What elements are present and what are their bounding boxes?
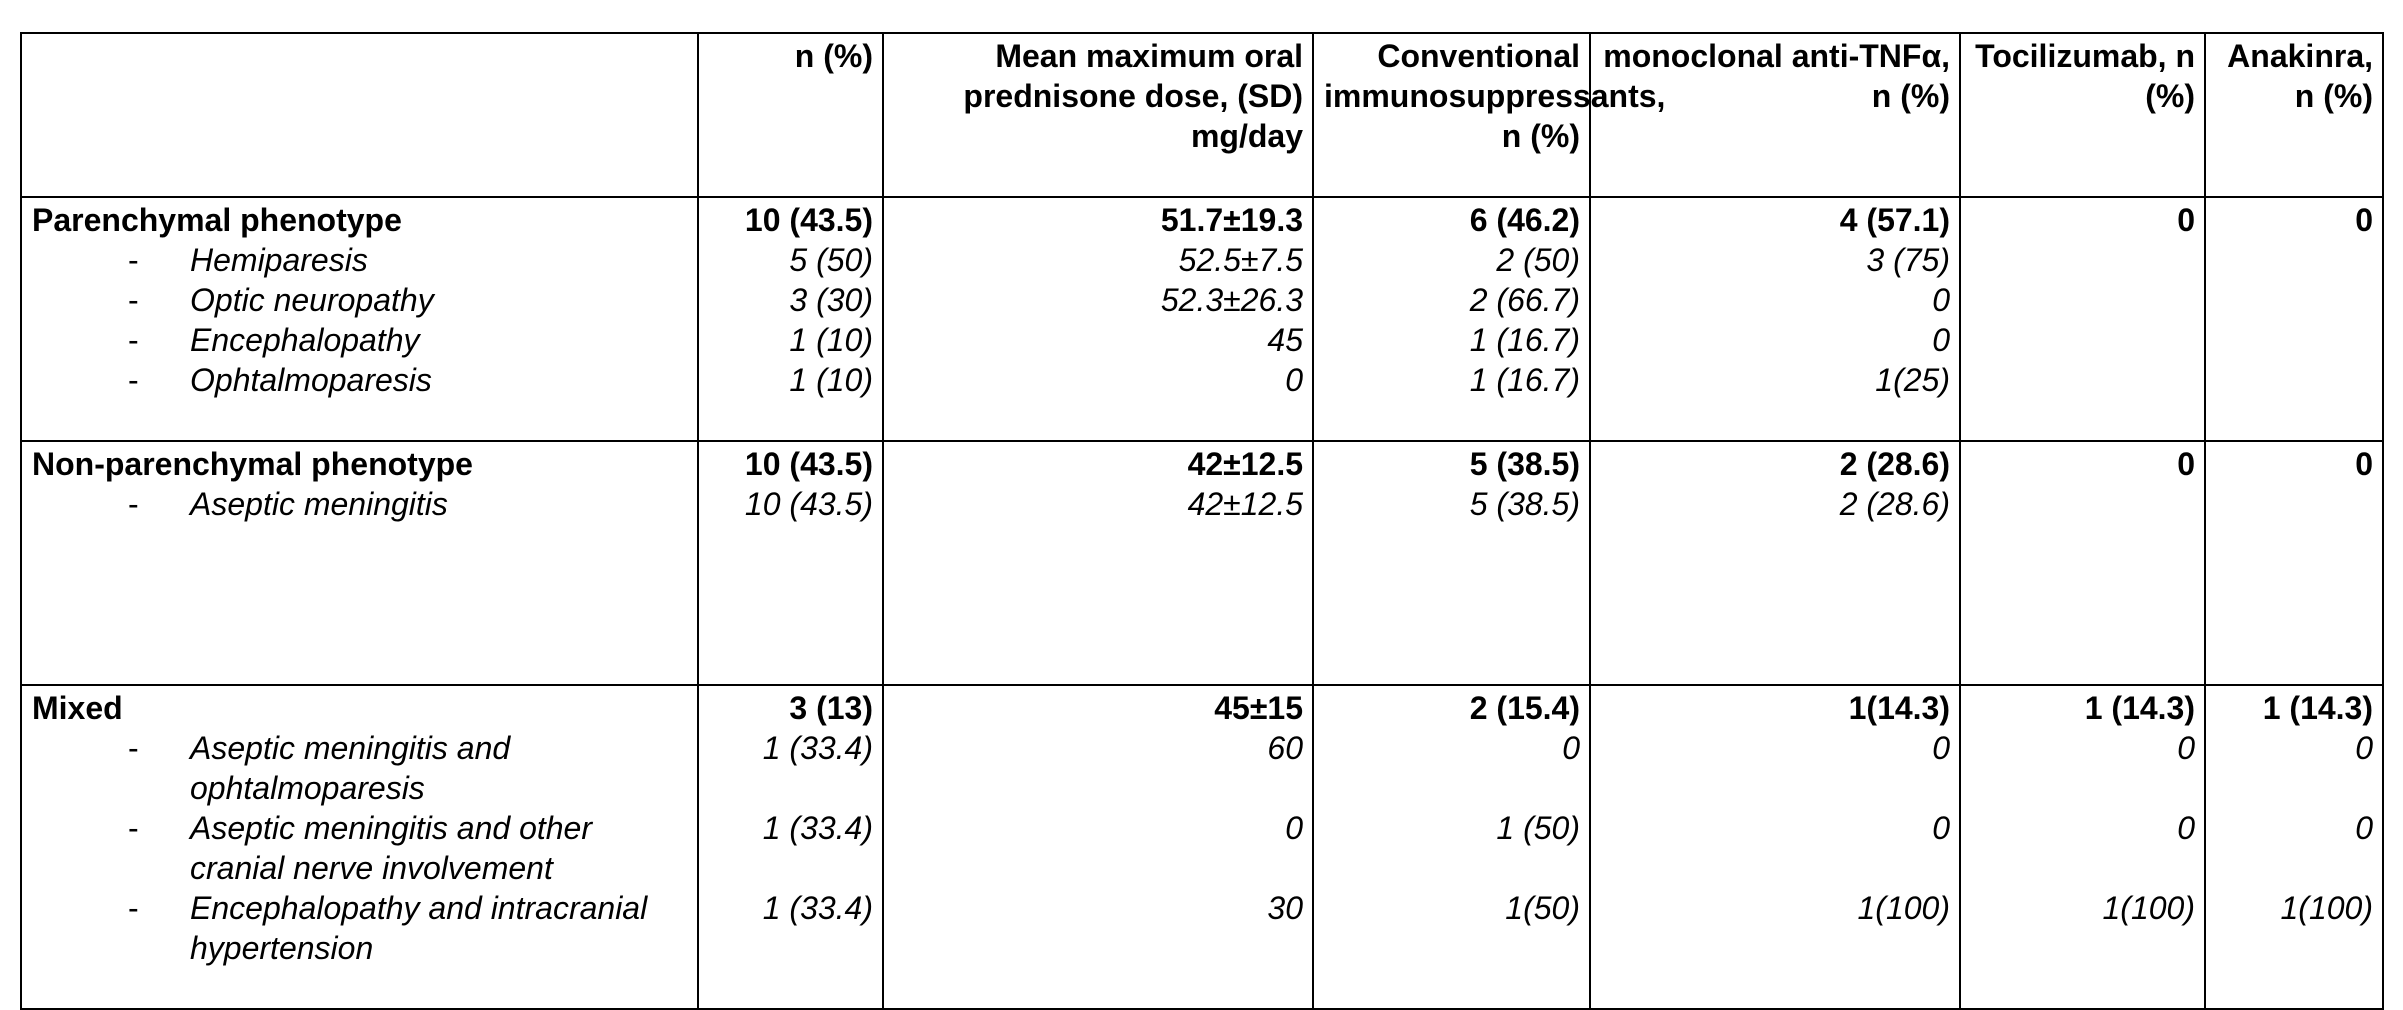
subgroup-label-text: Encephalopathy: [190, 322, 420, 358]
subgroup-value: 1 (16.7): [1469, 322, 1580, 358]
subgroup-value: 5 (50): [789, 242, 873, 278]
group-value: 42±12.5: [1187, 446, 1303, 482]
subgroup-label: [32, 280, 688, 320]
subgroup-label-text: Aseptic meningitis and ophtalmoparesis: [190, 730, 511, 806]
group-value: 0: [2355, 446, 2373, 482]
header-tocilizumab: Tocilizumab, n (%): [1960, 33, 2205, 197]
group-value: 0: [2355, 202, 2373, 238]
header-n-percent: n (%): [698, 33, 883, 197]
subgroup-value: 30: [1267, 890, 1303, 926]
bullet-dash: -: [128, 810, 139, 846]
subgroup-label-text: Aseptic meningitis and other cranial nerve involvement: [190, 810, 592, 886]
subgroup-value: 0: [2355, 810, 2373, 846]
cell-conventional: [1313, 685, 1590, 1009]
subgroup-value: 1 (33.4): [762, 810, 873, 846]
header-row: [21, 33, 2383, 197]
subgroup-value: [1971, 360, 2195, 400]
subgroup-value: [1971, 320, 2195, 360]
header-monoclonal-anti-tnf: monoclonal anti-TNFα, n (%): [1590, 33, 1960, 197]
group-row: [21, 197, 2383, 441]
subgroup-value: 0: [1932, 322, 1950, 358]
subgroup-value: 0: [1932, 810, 1950, 846]
cell-tocilizumab: [1960, 197, 2205, 441]
subgroup-value: 1(100): [2102, 890, 2195, 926]
subgroup-value: 0: [1932, 282, 1950, 318]
subgroup-value: 10 (43.5): [744, 486, 873, 522]
subgroup-label: [32, 484, 688, 524]
subgroup-value: [1971, 240, 2195, 280]
group-title: Non-parenchymal phenotype: [32, 446, 473, 482]
cell-tocilizumab: [1960, 441, 2205, 685]
subgroup-value: 52.5±7.5: [1178, 242, 1303, 278]
subgroup-label: [32, 240, 688, 280]
subgroup-value: 2 (66.7): [1469, 282, 1580, 318]
subgroup-value: 2 (28.6): [1839, 486, 1950, 522]
group-value: 45±15: [1214, 690, 1303, 726]
subgroup-value: 0: [1562, 730, 1580, 766]
bullet-dash: -: [128, 362, 139, 398]
cell-conventional: [1313, 441, 1590, 685]
group-value: 10 (43.5): [744, 446, 873, 482]
subgroup-value: [2216, 280, 2373, 320]
cell-conventional: [1313, 197, 1590, 441]
group-title: Mixed: [32, 690, 123, 726]
subgroup-value: 0: [2177, 730, 2195, 766]
bullet-dash: -: [128, 322, 139, 358]
cell-tocilizumab: [1960, 685, 2205, 1009]
group-title: Parenchymal phenotype: [32, 202, 402, 238]
subgroup-value: 52.3±26.3: [1160, 282, 1303, 318]
cell-anti-tnf: [1590, 441, 1960, 685]
subgroup-value: 1 (16.7): [1469, 362, 1580, 398]
subgroup-value: 1(100): [2280, 890, 2373, 926]
subgroup-value: [2216, 240, 2373, 280]
subgroup-value: [2216, 360, 2373, 400]
group-value: 0: [2177, 446, 2195, 482]
group-value: 5 (38.5): [1469, 446, 1580, 482]
bullet-dash: -: [128, 486, 139, 522]
subgroup-value: [1971, 280, 2195, 320]
group-value: 10 (43.5): [744, 202, 873, 238]
subgroup-value: 0: [2177, 810, 2195, 846]
cell-prednisone-dose: [883, 441, 1313, 685]
subgroup-value: 3 (75): [1866, 242, 1950, 278]
subgroup-label-text: Optic neuropathy: [190, 282, 434, 318]
subgroup-value: 2 (50): [1496, 242, 1580, 278]
cell-n-percent: [698, 197, 883, 441]
subgroup-label: [32, 728, 688, 808]
subgroup-value: 1 (10): [789, 322, 873, 358]
subgroup-label: [32, 808, 688, 888]
group-label-cell: [21, 197, 698, 441]
subgroup-label: [32, 360, 688, 400]
group-value: 1 (14.3): [2262, 690, 2373, 726]
subgroup-label-text: Hemiparesis: [190, 242, 368, 278]
subgroup-value: 0: [1932, 730, 1950, 766]
cell-n-percent: [698, 441, 883, 685]
group-value: 1(14.3): [1848, 690, 1950, 726]
subgroup-value: 0: [1285, 362, 1303, 398]
cell-prednisone-dose: [883, 685, 1313, 1009]
subgroup-value: [2216, 320, 2373, 360]
subgroup-value: 45: [1267, 322, 1303, 358]
header-prednisone-dose: Mean maximum oral prednisone dose, (SD) mg/day: [883, 33, 1313, 197]
subgroup-label-text: Ophtalmoparesis: [190, 362, 432, 398]
subgroup-value: 42±12.5: [1187, 486, 1303, 522]
group-value: 1 (14.3): [2084, 690, 2195, 726]
treatment-table: [20, 32, 2384, 1010]
subgroup-label: [32, 320, 688, 360]
group-value: 2 (28.6): [1839, 446, 1950, 482]
cell-anti-tnf: [1590, 685, 1960, 1009]
subgroup-value: 0: [2355, 730, 2373, 766]
subgroup-label: [32, 888, 688, 968]
header-empty-cell: [21, 33, 698, 197]
cell-anti-tnf: [1590, 197, 1960, 441]
group-row: [21, 441, 2383, 685]
bullet-dash: -: [128, 730, 139, 766]
subgroup-value: 1 (50): [1496, 810, 1580, 846]
cell-n-percent: [698, 685, 883, 1009]
bullet-dash: -: [128, 242, 139, 278]
subgroup-value: 60: [1267, 730, 1303, 766]
subgroup-value: 0: [1285, 810, 1303, 846]
group-value: 0: [2177, 202, 2195, 238]
subgroup-value: 1 (33.4): [762, 890, 873, 926]
group-label-cell: [21, 441, 698, 685]
cell-prednisone-dose: [883, 197, 1313, 441]
cell-anakinra: [2205, 197, 2383, 441]
subgroup-value: 1 (33.4): [762, 730, 873, 766]
group-row: [21, 685, 2383, 1009]
header-anakinra: Anakinra, n (%): [2205, 33, 2383, 197]
subgroup-value: [2216, 484, 2373, 524]
cell-anakinra: [2205, 685, 2383, 1009]
bullet-dash: -: [128, 890, 139, 926]
group-value: 2 (15.4): [1469, 690, 1580, 726]
group-value: 3 (13): [789, 690, 873, 726]
group-value: 51.7±19.3: [1160, 202, 1303, 238]
bullet-dash: -: [128, 282, 139, 318]
subgroup-label-text: Encephalopathy and intracranial hypertension: [190, 890, 648, 966]
subgroup-value: 1(25): [1875, 362, 1950, 398]
subgroup-value: 5 (38.5): [1469, 486, 1580, 522]
subgroup-value: 1(100): [1857, 890, 1950, 926]
group-value: 6 (46.2): [1469, 202, 1580, 238]
subgroup-value: [1971, 484, 2195, 524]
header-conventional-immunosuppressants: Conventional immunosuppressants, n (%): [1313, 33, 1590, 197]
subgroup-value: 1 (10): [789, 362, 873, 398]
subgroup-value: 3 (30): [789, 282, 873, 318]
group-label-cell: [21, 685, 698, 1009]
subgroup-label-text: Aseptic meningitis: [190, 486, 448, 522]
cell-anakinra: [2205, 441, 2383, 685]
subgroup-value: 1(50): [1505, 890, 1580, 926]
group-value: 4 (57.1): [1839, 202, 1950, 238]
